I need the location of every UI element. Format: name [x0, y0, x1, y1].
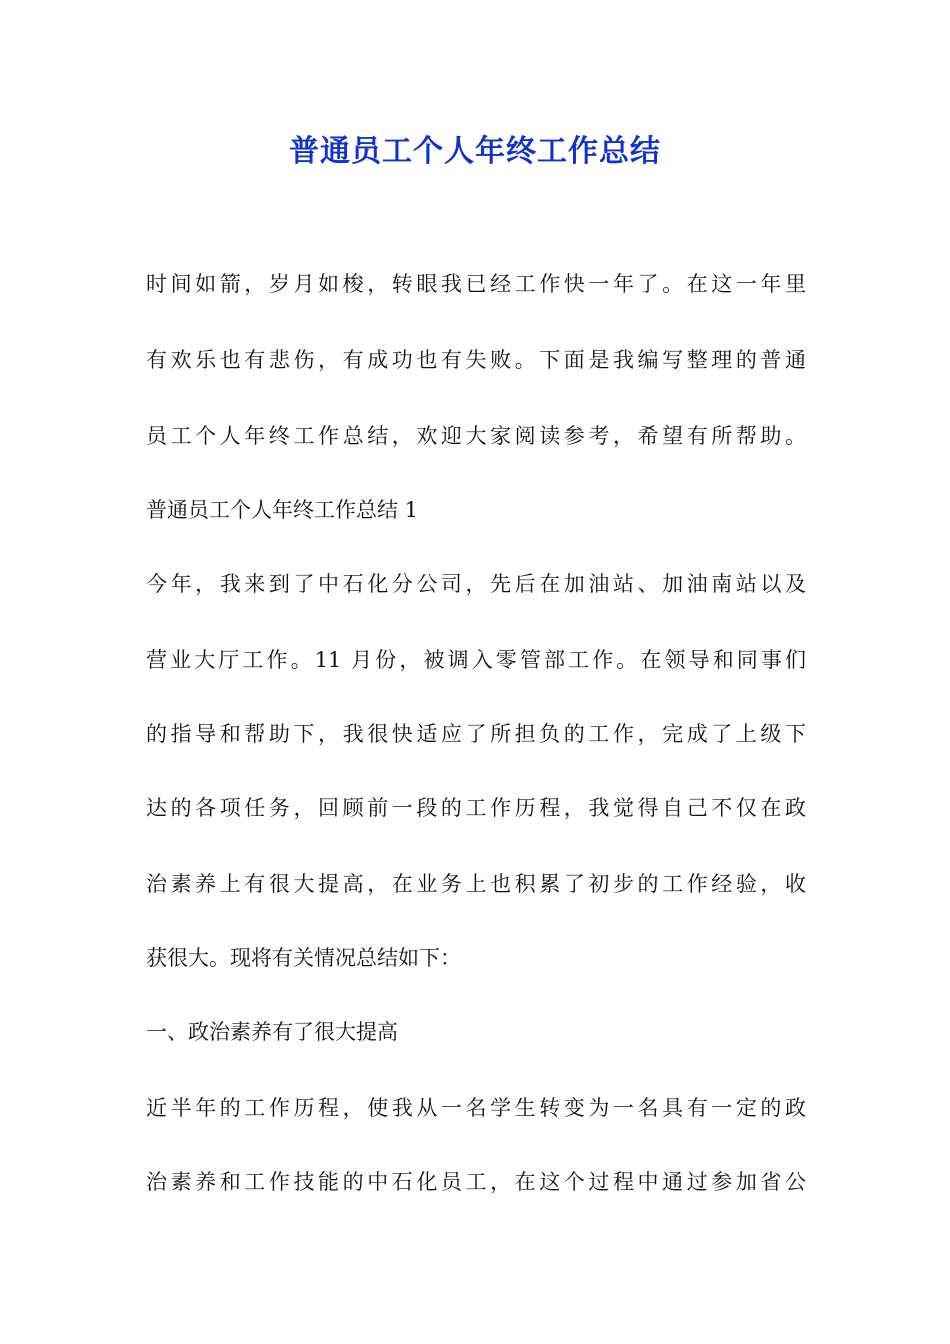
paragraph-line-6: 营业大厅工作。11 月份，被调入零管部工作。在领导和同事们 [146, 648, 806, 672]
paragraph-line-1: 时间如箭，岁月如梭，转眼我已经工作快一年了。在这一年里 [146, 272, 806, 296]
paragraph-line-2: 有欢乐也有悲伤，有成功也有失败。下面是我编写整理的普通 [146, 348, 806, 372]
paragraph-line-5: 今年，我来到了中石化分公司，先后在加油站、加油南站以及 [146, 572, 806, 596]
paragraph-line-13: 治素养和工作技能的中石化员工，在这个过程中通过参加省公 [146, 1170, 806, 1194]
paragraph-line-8: 达的各项任务，回顾前一段的工作历程，我觉得自己不仅在政 [146, 796, 806, 820]
paragraph-line-12: 近半年的工作历程，使我从一名学生转变为一名具有一定的政 [146, 1096, 806, 1120]
paragraph-line-7: 的指导和帮助下，我很快适应了所担负的工作，完成了上级下 [146, 722, 806, 746]
paragraph-line-10: 获很大。现将有关情况总结如下： [146, 946, 461, 970]
section-heading-1: 普通员工个人年终工作总结 1 [146, 498, 419, 522]
paragraph-line-9: 治素养上有很大提高，在业务上也积累了初步的工作经验，收 [146, 872, 806, 896]
paragraph-line-3: 员工个人年终工作总结，欢迎大家阅读参考，希望有所帮助。 [146, 424, 806, 448]
subheading-political-quality: 一、政治素养有了很大提高 [146, 1020, 398, 1044]
document-title: 普通员工个人年终工作总结 [289, 134, 661, 169]
